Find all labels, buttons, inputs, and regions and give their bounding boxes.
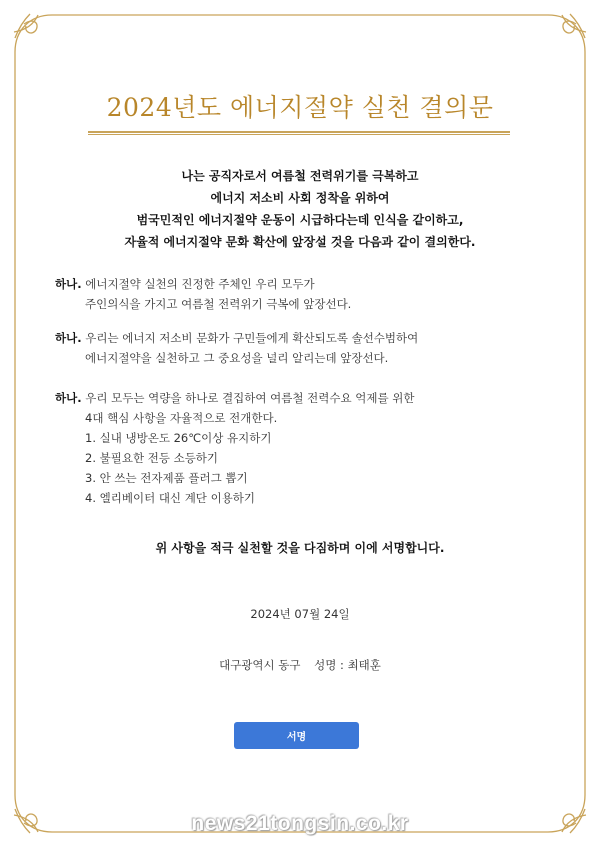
sign-button[interactable]: 서명 [234,722,359,749]
action-item: 1. 실내 냉방온도 26℃이상 유지하기 [85,431,272,445]
title-divider-thick [88,131,510,133]
pledge-lead: 하나. [55,277,82,291]
signer-name: 성명 : 최태훈 [314,658,381,672]
pledge-text: 4대 핵심 사항을 자율적으로 전개한다. [85,411,278,425]
resolution-intro [0,165,600,253]
pledge-2 [55,328,418,368]
action-item: 3. 안 쓰는 전자제품 플러그 뽑기 [85,471,248,485]
pledge-3 [55,388,414,508]
closing-statement: 위 사항을 적극 실천할 것을 다짐하며 이에 서명합니다. [155,541,445,555]
intro-line: 범국민적인 에너지절약 운동이 시급하다는데 인식을 같이하고, [136,213,464,227]
signing-date: 2024년 07월 24일 [250,607,350,621]
title-divider-thin [88,134,510,135]
pledge-1 [55,274,351,314]
pledge-text: 주인의식을 가지고 여름철 전력위기 극복에 앞장선다. [85,297,352,311]
document-title: 2024년도 에너지절약 실천 결의문 [106,93,494,122]
pledge-text: 우리 모두는 역량을 하나로 결집하여 여름철 전력수요 억제를 위한 [85,391,415,405]
pledge-text: 우리는 에너지 저소비 문화가 구민들에게 확산되도록 솔선수범하여 [85,331,419,345]
pledge-lead: 하나. [55,331,82,345]
action-item: 2. 불필요한 전등 소등하기 [85,451,219,465]
signature-line [0,657,600,673]
intro-line: 에너지 저소비 사회 정착을 위하여 [210,191,390,205]
organization: 대구광역시 동구 [219,658,301,672]
site-watermark: news21tongsin.co.kr [191,812,409,835]
intro-line: 나는 공직자로서 여름철 전력위기를 극복하고 [181,169,419,183]
pledge-lead: 하나. [55,391,82,405]
intro-line: 자율적 에너지절약 문화 확산에 앞장설 것을 다음과 같이 결의한다. [124,235,476,249]
action-item: 4. 엘리베이터 대신 계단 이용하기 [85,491,256,505]
pledge-text: 에너지절약 실천의 진정한 주체인 우리 모두가 [85,277,315,291]
pledge-text: 에너지절약을 실천하고 그 중요성을 널리 알리는데 앞장선다. [85,351,389,365]
